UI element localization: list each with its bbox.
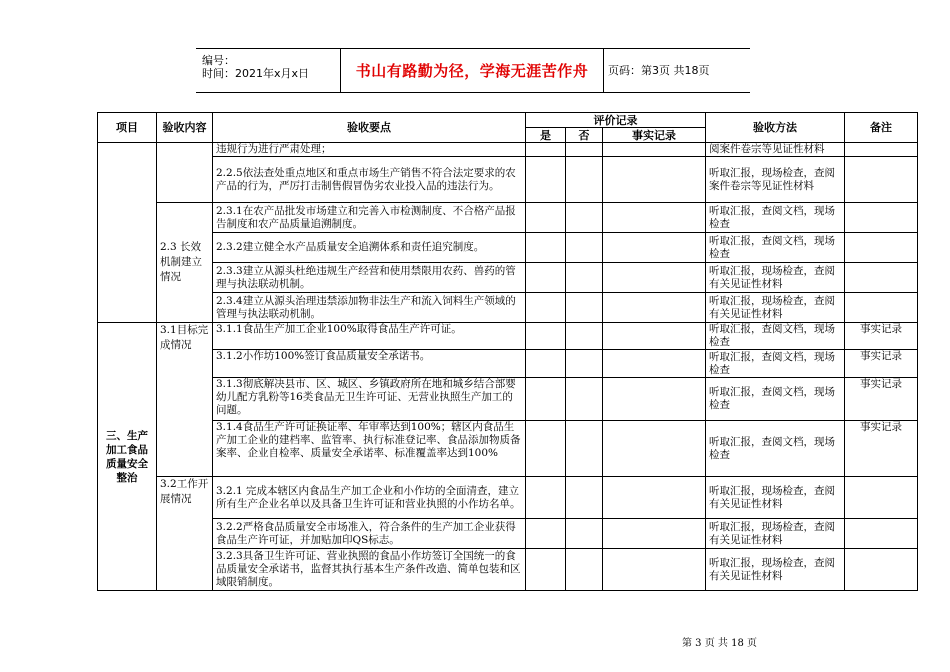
table-row (98, 421, 918, 477)
note-cell: 事实记录 (845, 323, 918, 350)
col-yes: 是 (526, 128, 566, 143)
table-row (98, 350, 918, 378)
fact-cell[interactable] (603, 378, 706, 421)
fact-cell[interactable] (603, 203, 706, 233)
yes-cell[interactable] (526, 233, 566, 263)
requirement-cell: 3.1.3彻底解决县市、区、城区、乡镇政府所在地和城乡结合部婴幼儿配方乳粉等16类食品无卫生许可证、无营业执照生产加工的问题。 (213, 378, 526, 421)
page-footer: 第 3 页 共 18 页 (682, 638, 757, 649)
table-row (98, 233, 918, 263)
fact-cell[interactable] (603, 157, 706, 203)
header-motto: 书山有路勤为径，学海无涯苦作舟 (355, 62, 589, 80)
no-cell[interactable] (566, 233, 603, 263)
yes-cell[interactable] (526, 293, 566, 323)
document-header (196, 48, 750, 93)
fact-cell[interactable] (603, 323, 706, 350)
requirement-cell: 3.2.3具备卫生许可证、营业执照的食品小作坊签订全国统一的食品质量安全承诺书，监督其执行基本生产条件改造、简单包装和区域限销制度。 (213, 549, 526, 591)
col-no: 否 (566, 128, 603, 143)
project-cell-2 (98, 143, 157, 323)
method-cell: 听取汇报，查阅文档，现场检查 (706, 350, 845, 378)
yes-cell[interactable] (526, 477, 566, 519)
requirement-cell: 3.1.4食品生产许可证换证率、年审率达到100%；辖区内食品生产加工企业的建档率、监管率、执行标准登记率、食品添加物质备案率、企业自检率、质量安全承诺率、标准覆盖率达到100% (213, 421, 526, 477)
header-page-cell (604, 49, 754, 92)
requirement-cell: 2.3.2建立健全水产品质量安全追溯体系和责任追究制度。 (213, 233, 526, 263)
method-cell: 听取汇报，查阅文档，现场检查 (706, 378, 845, 421)
yes-cell[interactable] (526, 519, 566, 549)
serial-label: 编号： (202, 54, 235, 67)
table-row (98, 263, 918, 293)
requirement-cell: 3.1.2小作坊100%签订食品质量安全承诺书。 (213, 350, 526, 378)
requirement-cell: 3.2.2严格食品质量安全市场准入，符合条件的生产加工企业获得食品生产许可证，并加贴加印QS标志。 (213, 519, 526, 549)
no-cell[interactable] (566, 157, 603, 203)
yes-cell[interactable] (526, 323, 566, 350)
no-cell[interactable] (566, 378, 603, 421)
content-cell-31: 3.1目标完成情况 (157, 323, 213, 477)
method-cell: 听取汇报，现场检查，查阅有关见证性材料 (706, 477, 845, 519)
no-cell[interactable] (566, 203, 603, 233)
yes-cell[interactable] (526, 378, 566, 421)
col-note: 备注 (845, 113, 918, 143)
yes-cell[interactable] (526, 143, 566, 157)
requirement-cell: 3.1.1食品生产加工企业100%取得食品生产许可证。 (213, 323, 526, 350)
table-row (98, 519, 918, 549)
header-motto-cell (340, 49, 604, 92)
fact-cell[interactable] (603, 519, 706, 549)
yes-cell[interactable] (526, 421, 566, 477)
method-cell: 听取汇报，查阅文档，现场检查 (706, 233, 845, 263)
fact-cell[interactable] (603, 143, 706, 157)
yes-cell[interactable] (526, 350, 566, 378)
note-cell (845, 157, 918, 203)
method-cell: 听取汇报，查阅文档，现场检查 (706, 203, 845, 233)
no-cell[interactable] (566, 350, 603, 378)
requirement-cell: 2.3.1在农产品批发市场建立和完善入市检测制度、不合格产品报告制度和农产品质量追溯制度。 (213, 203, 526, 233)
fact-cell[interactable] (603, 233, 706, 263)
content-cell-22 (157, 143, 213, 203)
no-cell[interactable] (566, 477, 603, 519)
method-cell: 听取汇报，查阅文档，现场检查 (706, 323, 845, 350)
table-row (98, 293, 918, 323)
no-cell[interactable] (566, 143, 603, 157)
requirement-cell: 2.2.5依法查处重点地区和重点市场生产销售不符合法定要求的农产品的行为，严厉打击制售假冒伪劣农业投入品的违法行为。 (213, 157, 526, 203)
content-cell-32: 3.2工作开展情况 (157, 477, 213, 591)
requirement-cell: 违规行为进行严肃处理； (213, 143, 526, 157)
table-row (98, 143, 918, 157)
table-row (98, 203, 918, 233)
requirement-cell: 2.3.3建立从源头杜绝违规生产经营和使用禁限用农药、兽药的管理与执法联动机制。 (213, 263, 526, 293)
no-cell[interactable] (566, 263, 603, 293)
requirement-cell: 3.2.1 完成本辖区内食品生产加工企业和小作坊的全面清查，建立所有生产企业名单以及具备卫生许可证和营业执照的小作坊名单。 (213, 477, 526, 519)
project-cell-3: 三、生产加工食品质量安全整治 (98, 323, 157, 591)
table-row (98, 378, 918, 421)
fact-cell[interactable] (603, 293, 706, 323)
fact-cell[interactable] (603, 549, 706, 591)
no-cell[interactable] (566, 323, 603, 350)
content-cell-23: 2.3 长效机制建立情况 (157, 203, 213, 323)
table-row (98, 157, 918, 203)
no-cell[interactable] (566, 519, 603, 549)
method-cell: 阅案件卷宗等见证性材料 (706, 143, 845, 157)
method-cell: 听取汇报，现场检查，查阅有关见证性材料 (706, 263, 845, 293)
fact-cell[interactable] (603, 263, 706, 293)
col-fact: 事实记录 (603, 128, 706, 143)
note-cell (845, 549, 918, 591)
table-row (98, 549, 918, 591)
note-cell (845, 519, 918, 549)
note-cell (845, 203, 918, 233)
table-row (98, 477, 918, 519)
acceptance-table (97, 112, 918, 591)
header-meta (196, 49, 340, 92)
note-cell: 事实记录 (845, 350, 918, 378)
requirement-cell: 2.3.4建立从源头治理违禁添加物非法生产和流入饲料生产领域的管理与执法联动机制。 (213, 293, 526, 323)
fact-cell[interactable] (603, 350, 706, 378)
method-cell: 听取汇报，查阅文档，现场检查 (706, 421, 845, 477)
yes-cell[interactable] (526, 263, 566, 293)
note-cell (845, 263, 918, 293)
col-method: 验收方法 (706, 113, 845, 143)
method-cell: 听取汇报，现场检查，查阅有关见证性材料 (706, 293, 845, 323)
table-row (98, 323, 918, 350)
yes-cell[interactable] (526, 203, 566, 233)
col-requirements: 验收要点 (213, 113, 526, 143)
time-label: 时间：2021年x月x日 (202, 67, 310, 80)
col-content: 验收内容 (157, 113, 213, 143)
method-cell: 听取汇报，现场检查，查阅案件卷宗等见证性材料 (706, 157, 845, 203)
yes-cell[interactable] (526, 549, 566, 591)
page-code: 页码：第3页 共18页 (608, 63, 710, 77)
table-header-row (98, 113, 918, 128)
note-cell: 事实记录 (845, 378, 918, 421)
col-evaluation: 评价记录 (526, 113, 706, 128)
no-cell[interactable] (566, 421, 603, 477)
fact-cell[interactable] (603, 477, 706, 519)
col-project: 项目 (98, 113, 157, 143)
note-cell (845, 477, 918, 519)
method-cell: 听取汇报，现场检查，查阅有关见证性材料 (706, 549, 845, 591)
method-cell: 听取汇报，现场检查，查阅有关见证性材料 (706, 519, 845, 549)
yes-cell[interactable] (526, 157, 566, 203)
note-cell: 事实记录 (845, 421, 918, 477)
note-cell (845, 233, 918, 263)
note-cell (845, 293, 918, 323)
fact-cell[interactable] (603, 421, 706, 477)
no-cell[interactable] (566, 293, 603, 323)
note-cell (845, 143, 918, 157)
no-cell[interactable] (566, 549, 603, 591)
